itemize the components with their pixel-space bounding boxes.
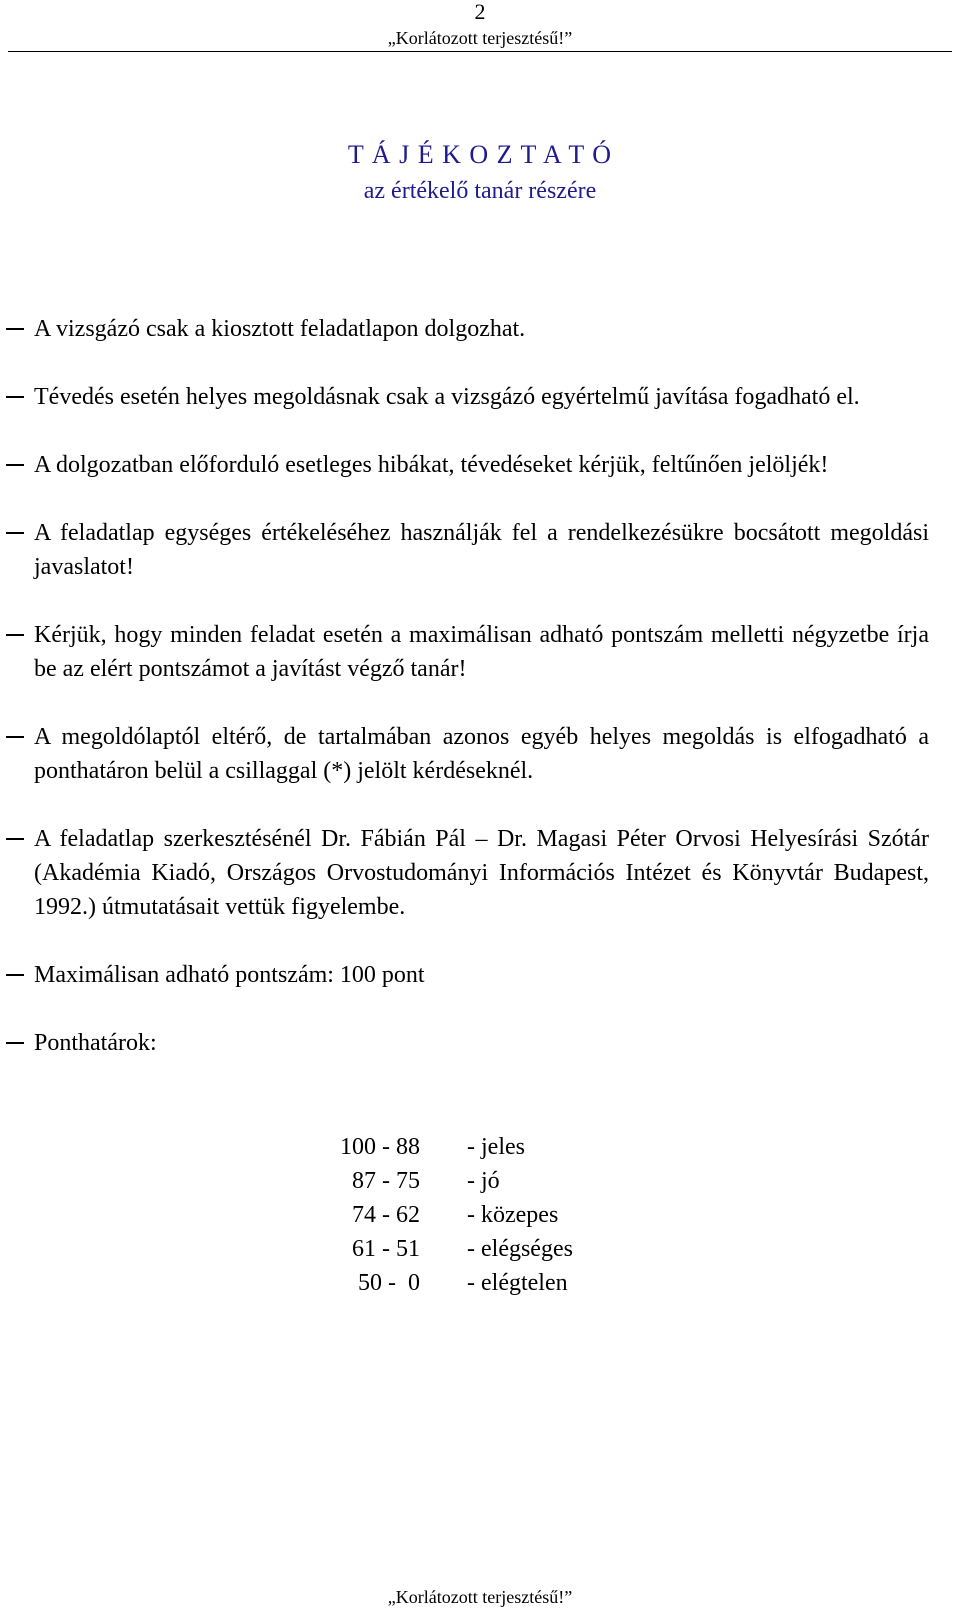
grade-label: - közepes — [467, 1202, 559, 1228]
instruction-item — [34, 720, 929, 788]
instruction-item — [34, 380, 929, 414]
instruction-list — [34, 312, 929, 1094]
instruction-item — [34, 448, 929, 482]
dash-bullet-icon — [6, 532, 24, 534]
dash-bullet-icon — [6, 396, 24, 398]
grade-row — [270, 1164, 573, 1198]
header-divider — [8, 51, 952, 52]
instruction-text: A vizsgázó csak a kiosztott feladatlapon dolgozhat. — [34, 316, 526, 342]
instruction-item — [34, 312, 929, 346]
grade-range: 61 - 51 — [352, 1236, 420, 1262]
document-title: T Á J É K O Z T A T Ó — [347, 140, 613, 169]
grade-row — [270, 1266, 573, 1300]
instruction-text: A feladatlap szerkesztésénél Dr. Fábián Pál – Dr. Magasi Péter Orvosi Helyesírási Szótár (Akadémia Kiadó, Országos Orvostudományi Információs Intézet és Könyvtár Budapest, 1992.) útmutatásait vettük figyelembe. — [34, 826, 929, 920]
page-number: 2 — [474, 0, 486, 24]
instruction-item — [34, 1026, 929, 1060]
grade-range: 100 - 88 — [340, 1134, 420, 1160]
grade-label: - jeles — [467, 1134, 525, 1160]
dash-bullet-icon — [6, 634, 24, 636]
instruction-text: A feladatlap egységes értékeléséhez használják fel a rendelkezésükre bocsátott megoldási javaslatot! — [34, 520, 929, 580]
instruction-item — [34, 958, 929, 992]
dash-bullet-icon — [6, 974, 24, 976]
grade-row — [270, 1198, 573, 1232]
instruction-text: Kérjük, hogy minden feladat esetén a maximálisan adható pontszám melletti négyzetbe írja be az elért pontszámot a javítást végző tanár! — [34, 622, 929, 682]
grade-row — [270, 1232, 573, 1266]
instruction-text: A megoldólaptól eltérő, de tartalmában azonos egyéb helyes megoldás is elfogadható a ponthatáron belül a csillaggal (*) jelölt kérdéseknél. — [34, 724, 929, 784]
grade-row — [270, 1130, 573, 1164]
header-restriction-note: „Korlátozott terjesztésű!” — [387, 28, 573, 48]
dash-bullet-icon — [6, 838, 24, 840]
grade-range: 87 - 75 — [352, 1168, 420, 1194]
footer-restriction-note: „Korlátozott terjesztésű!” — [387, 1587, 573, 1607]
grade-label: - elégséges — [467, 1236, 573, 1262]
grade-label: - elégtelen — [467, 1270, 568, 1296]
dash-bullet-icon — [6, 328, 24, 330]
dash-bullet-icon — [6, 1042, 24, 1044]
grade-thresholds-table — [270, 1130, 573, 1300]
grade-range: 74 - 62 — [352, 1202, 420, 1228]
instruction-text: Maximálisan adható pontszám: 100 pont — [34, 962, 425, 988]
document-subtitle: az értékelő tanár részére — [363, 178, 597, 204]
instruction-item — [34, 822, 929, 924]
instruction-item — [34, 618, 929, 686]
dash-bullet-icon — [6, 464, 24, 466]
dash-bullet-icon — [6, 736, 24, 738]
grade-label: - jó — [467, 1168, 500, 1194]
instruction-text: Ponthatárok: — [34, 1030, 157, 1056]
grade-range: 50 - 0 — [358, 1270, 420, 1296]
instruction-text: Tévedés esetén helyes megoldásnak csak a vizsgázó egyértelmű javítása fogadható el. — [34, 384, 860, 410]
instruction-item — [34, 516, 929, 584]
instruction-text: A dolgozatban előforduló esetleges hibákat, tévedéseket kérjük, feltűnően jelöljék! — [34, 452, 829, 478]
